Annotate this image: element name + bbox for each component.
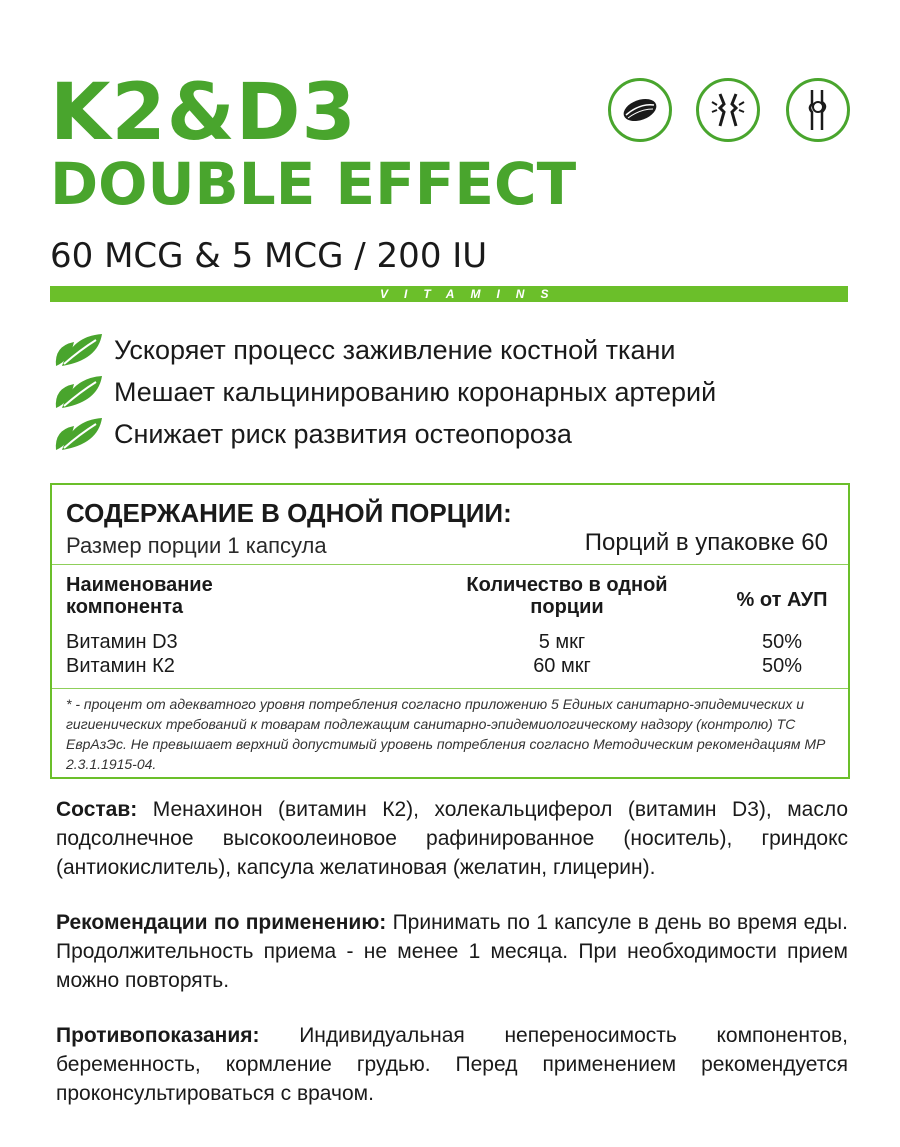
vitamins-bar-label: VITAMINS bbox=[380, 287, 565, 301]
nutrition-panel bbox=[50, 483, 850, 779]
row-dv: 50% bbox=[761, 631, 803, 653]
seed-icon bbox=[608, 78, 672, 142]
composition-text: Менахинон (витамин К2), холекальциферол (витамин D3), масло подсолнечное высокоолеиновое рафинированное (носитель), гриндокс (антиокислитель), капсула желатиновая (желатин, глицерин). bbox=[56, 798, 848, 879]
panel-title: СОДЕРЖАНИЕ В ОДНОЙ ПОРЦИИ: bbox=[66, 498, 512, 528]
benefit-text: Снижает риск развития остеопороза bbox=[114, 419, 572, 449]
leaf-icon bbox=[52, 414, 106, 454]
usage-label: Рекомендации по применению: bbox=[56, 911, 387, 934]
panel-divider bbox=[52, 688, 848, 689]
row-name: Витамин К2 bbox=[66, 655, 175, 677]
composition-paragraph bbox=[56, 795, 848, 882]
product-subtitle: DOUBLE EFFECT bbox=[50, 150, 577, 218]
benefit-item bbox=[52, 372, 852, 412]
bone-fracture-icon bbox=[696, 78, 760, 142]
benefit-text: Ускоряет процесс заживление костной ткани bbox=[114, 335, 676, 365]
usage-paragraph bbox=[56, 908, 848, 995]
leaf-icon bbox=[52, 372, 106, 412]
row-name: Витамин D3 bbox=[66, 631, 178, 653]
row-amount: 5 мкг bbox=[538, 631, 586, 653]
benefit-item bbox=[52, 330, 852, 370]
row-amount: 60 мкг bbox=[533, 655, 591, 677]
column-header-name: Наименование компонента bbox=[66, 574, 213, 618]
benefit-item bbox=[52, 414, 852, 454]
serving-size: Размер порции 1 капсула bbox=[66, 533, 327, 558]
column-header-dv: % от АУП bbox=[736, 589, 828, 611]
leaf-icon bbox=[52, 330, 106, 370]
panel-divider bbox=[52, 564, 848, 565]
servings-per-pack: Порций в упаковке 60 bbox=[584, 529, 828, 556]
column-header-amount: Количество в одной порции bbox=[466, 574, 668, 618]
benefit-text: Мешает кальцинированию коронарных артерий bbox=[114, 377, 717, 407]
dosage-text: 60 MCG & 5 MCG / 200 IU bbox=[50, 236, 488, 276]
row-dv: 50% bbox=[761, 655, 803, 677]
panel-footnote: * - процент от адекватного уровня потребления согласно приложению 5 Единых санитарно-эпидемических и гигиенических требований к товарам подлежащим санитарно-эпидемиологическому надзору (контролю) ТС ЕврАзЭс. Не превышает верхний допустимый уровень потребления согласно Методическим рекомендациям МР 2.3.1.1915-04. bbox=[66, 696, 826, 772]
contraindications-text: Индивидуальная непереносимость компонентов, беременность, кормление грудью. Перед применением рекомендуется проконсультироваться с врачом. bbox=[56, 1024, 848, 1105]
composition-label: Состав: bbox=[56, 798, 138, 821]
vitamins-bar bbox=[50, 286, 848, 302]
joint-icon bbox=[786, 78, 850, 142]
contraindications-paragraph bbox=[56, 1021, 848, 1108]
product-title: K2&D3 bbox=[50, 68, 357, 158]
usage-text: Принимать по 1 капсуле в день во время еды. Продолжительность приема - не менее 1 месяца. При необходимости прием можно повторять. bbox=[56, 911, 848, 992]
contraindications-label: Противопоказания: bbox=[56, 1024, 260, 1047]
